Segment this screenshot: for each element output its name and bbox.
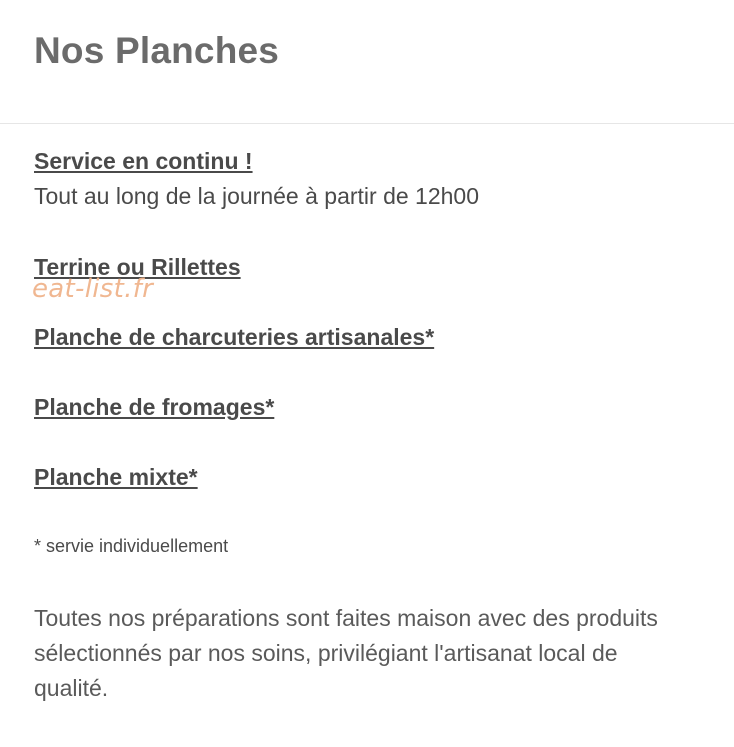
menu-item-mixte: Planche mixte* [34, 464, 198, 490]
service-section [34, 146, 704, 211]
menu-item-charcuterie: Planche de charcuteries artisanales* [34, 324, 435, 350]
homemade-note-paragraph: Toutes nos préparations sont faites maison avec des produits sélectionnés par nos soins, privilégiant l'artisanat local de qualité. [34, 605, 658, 701]
menu-item-terrine: Terrine ou Rillettes [34, 254, 241, 280]
page-title: Nos Planches [34, 30, 280, 71]
service-title: Service en continu ! [34, 148, 253, 174]
page-header [0, 0, 734, 124]
service-hours-text: Tout au long de la journée à partir de 12h00 [34, 183, 479, 209]
watermark-text: eat-list.fr [32, 274, 154, 304]
footnote-text: * servie individuellement [34, 536, 229, 556]
menu-item-fromages: Planche de fromages* [34, 394, 275, 420]
